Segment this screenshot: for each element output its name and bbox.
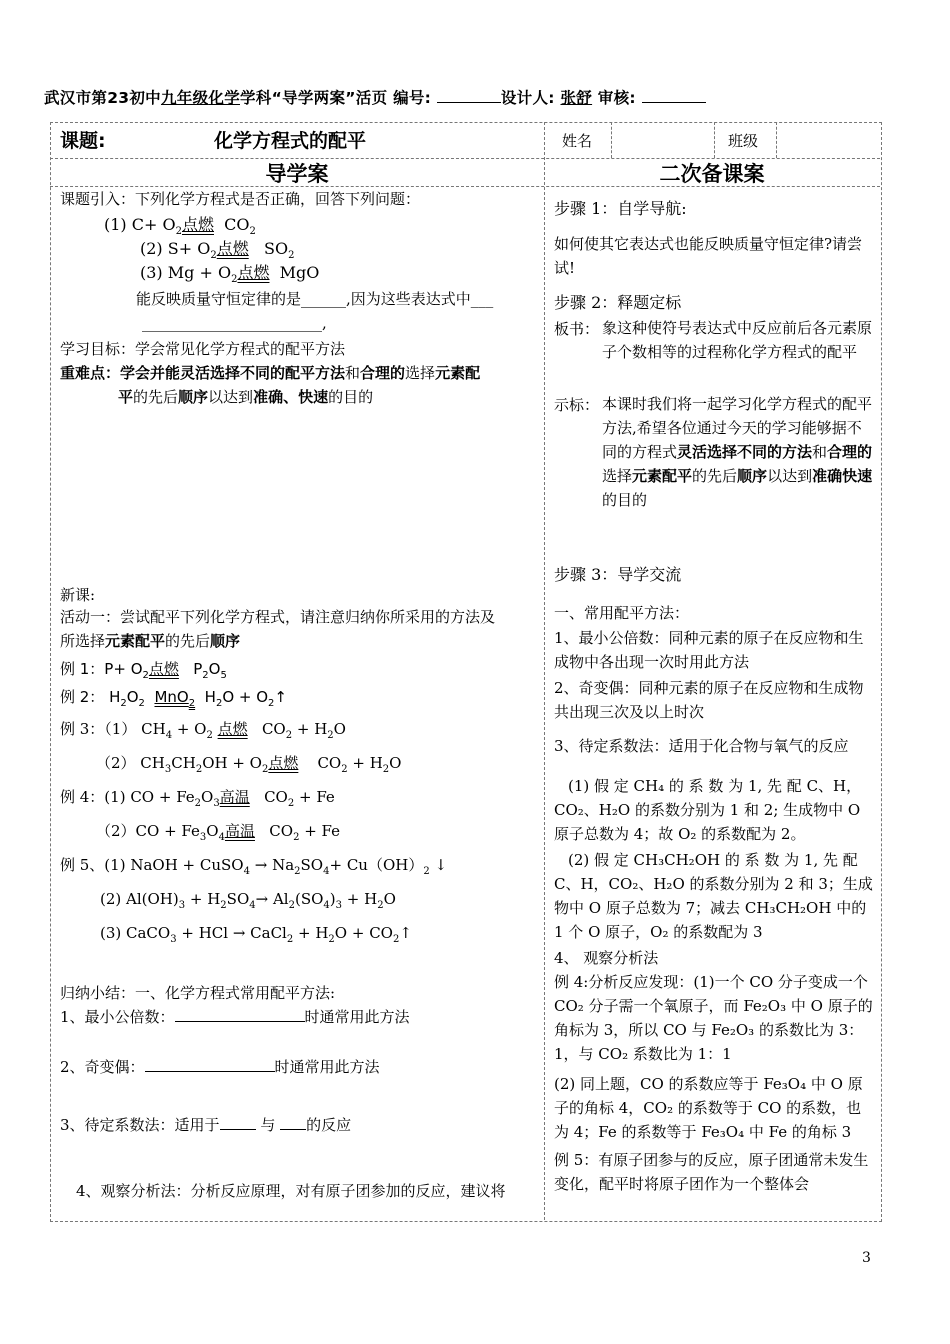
step-1-question: 如何使其它表达式也能反映质量守恒定律?请尝试! <box>554 235 863 277</box>
key-points-cont: 平的先后顺序以达到准确、快速的目的 <box>118 388 374 406</box>
equation-1: (1) $C+ O_2$点燃 $CO_2$ <box>104 215 256 238</box>
step-3: 步骤 3：导学交流 <box>554 565 682 584</box>
subject-text: 化学 <box>208 89 240 107</box>
example-4-2: $(2)CO + Fe_3O_4$高温 $CO_2 + Fe$ <box>96 822 341 843</box>
question-line-2: ________________________, <box>142 314 327 332</box>
review-label: 审核: <box>597 89 636 107</box>
grade-text: 九年级 <box>160 89 209 107</box>
summary-3: 3、待定系数法：适用于 与 的反应 <box>60 1116 352 1134</box>
review-blank[interactable] <box>642 88 706 103</box>
step-2: 步骤 2：释题定标 <box>554 293 682 312</box>
equation-2: (2) $S+ O_2$点燃 $SO_2$ <box>140 239 295 262</box>
divider-name <box>611 122 612 158</box>
topic-label: 课题: <box>60 130 106 152</box>
show-label: 示标： <box>554 396 600 414</box>
example-2: 例 2： $H_2O_2$ MnO$_2$ $H_2O$ + $O_2↑$ <box>60 688 287 709</box>
school-text: 武汉市第23初中 <box>44 89 161 107</box>
name-label: 姓名 <box>562 132 593 150</box>
method-4: 4、 观察分析法 <box>554 949 659 967</box>
designer-name: 张舒 <box>560 89 593 107</box>
show-text: 本课时我们将一起学习化学方程式的配平方法,希望各位通过今天的学习能够据不同的方程式灵活选择不同的方法和合理的选择元素配平的先后顺序以达到准确快速的目的 <box>602 395 873 509</box>
method-3-part-1: (1) 假 定 CH₄ 的 系 数 为 1, 先 配 C、H，CO₂、H₂O 的系数分别为 1 和 2; 生成物中 O 原子总数为 4；故 O₂ 的系数配为 2。 <box>554 777 862 843</box>
example-1: 例 1：$P+ O_2$点燃 $P_2O_5$ <box>60 660 227 681</box>
method-3: 3、待定系数法：适用于化合物与氧气的反应 <box>554 737 849 755</box>
method-3-part-2: (2) 假 定 CH₃CH₂OH 的 系 数 为 1, 先 配 C、H，CO₂、H₂O 的系数分别为 2 和 3；生成物中 O 原子总数为 7；减去 CH₃CH₂OH 中的 1 个 O 原子，O₂ 的系数配为 3 <box>554 851 873 941</box>
intro-text: 课题引入：下列化学方程式是否正确，回答下列问题： <box>60 190 421 208</box>
method-2: 2、奇变偶：同种元素的原子在反应物和生成物共出现三次及以上时次 <box>554 679 864 721</box>
designer-label: 设计人: <box>500 89 555 107</box>
method-4-example-4b: (2) 同上题，CO 的系数应等于 Fe₃O₄ 中 O 原子的角标 4，CO₂ 的系数等于 CO 的系数，也为 4；Fe 的系数等于 Fe₃O₄ 中 Fe 的角标 3 <box>554 1075 863 1141</box>
blank-2[interactable] <box>145 1057 275 1072</box>
method-4-example-4: 例 4:分析反应发现：(1)一个 CO 分子变成一个 CO₂ 分子需一个氧原子，而 Fe₂O₃ 中 O 原子的角标为 3，所以 CO 与 Fe₂O₃ 的系数比为 3：1，与 CO₂ 系数比为 1：1 <box>554 973 873 1063</box>
page-number: 3 <box>862 1250 871 1266</box>
divider-class-field <box>776 122 777 158</box>
example-5-2: (2) $Al(OH)_3 + H_2SO_4\to Al_2(SO_4)_3 + H_2O$ <box>100 890 396 911</box>
learning-goal: 学习目标：学会常见化学方程式的配平方法 <box>60 340 346 358</box>
summary-4: 4、观察分析法：分析反应原理，对有原子团参加的反应，建议将 <box>76 1182 506 1200</box>
number-blank[interactable] <box>437 88 501 103</box>
new-lesson-label: 新课: <box>60 586 96 604</box>
blank-1[interactable] <box>175 1007 305 1022</box>
summary-1: 1、最小公倍数： 时通常用此方法 <box>60 1008 410 1026</box>
right-heading: 二次备课案 <box>659 162 765 186</box>
example-3-1: 例 3：（1） $CH_4 + O_2$ 点燃 $CO_2 + H_2O$ <box>60 720 346 741</box>
blank-3b[interactable] <box>280 1115 306 1130</box>
board-text: 象这种使符号表达式中反应前后各元素原子个数相等的过程称化学方程式的配平 <box>602 319 873 361</box>
example-5-3: (3) CaCO$_3$ + HCl → CaCl$_2$ + $H_2O$ + $CO_2↑$ <box>100 924 412 945</box>
equation-3: (3) $Mg + O_2$点燃 MgO <box>140 263 320 286</box>
activity-1-cont: 所选择元素配平的先后顺序 <box>60 632 241 650</box>
method-1: 1、最小公倍数：同种元素的原子在反应物和生成物中各出现一次时用此方法 <box>554 629 864 671</box>
topic-title: 化学方程式的配平 <box>214 130 367 152</box>
page-header <box>44 86 904 108</box>
key-points: 重难点：学会并能灵活选择不同的配平方法和合理的选择元素配 <box>60 364 481 382</box>
left-heading: 导学案 <box>265 162 329 186</box>
activity-1: 活动一：尝试配平下列化学方程式，请注意归纳你所采用的方法及 <box>60 608 496 626</box>
step-1: 步骤 1：自学导航: <box>554 199 687 218</box>
class-label: 班级 <box>728 132 759 150</box>
question-line-1: 能反映质量守恒定律的是______,因为这些表达式中___ <box>136 290 494 308</box>
example-5-1: 例 5、(1) NaOH + CuSO$_4$ → $Na_2SO_4+ Cu(OH)_2$ ↓ <box>60 856 448 877</box>
divider-class <box>714 122 715 158</box>
method-4-example-5: 例 5：有原子团参与的反应，原子团通常未发生变化，配平时将原子团作为一个整体会 <box>554 1151 869 1193</box>
example-4-1: 例 4：(1) CO + $Fe_2O_3$高温 $CO_2 + Fe$ <box>60 788 335 809</box>
methods-heading: 一、常用配平方法： <box>554 604 690 622</box>
summary-heading: 归纳小结：一、化学方程式常用配平方法: <box>60 984 336 1002</box>
header-middle: 学科“导学两案”活页 编号: <box>240 89 432 107</box>
column-divider <box>544 122 545 1220</box>
blank-3a[interactable] <box>220 1115 256 1130</box>
board-label: 板书： <box>554 320 600 338</box>
summary-2: 2、奇变偶： 时通常用此方法 <box>60 1058 380 1076</box>
example-3-2: （2） $CH_3CH_2OH + O_2$点燃 $CO_2 + H_2O$ <box>96 754 402 775</box>
